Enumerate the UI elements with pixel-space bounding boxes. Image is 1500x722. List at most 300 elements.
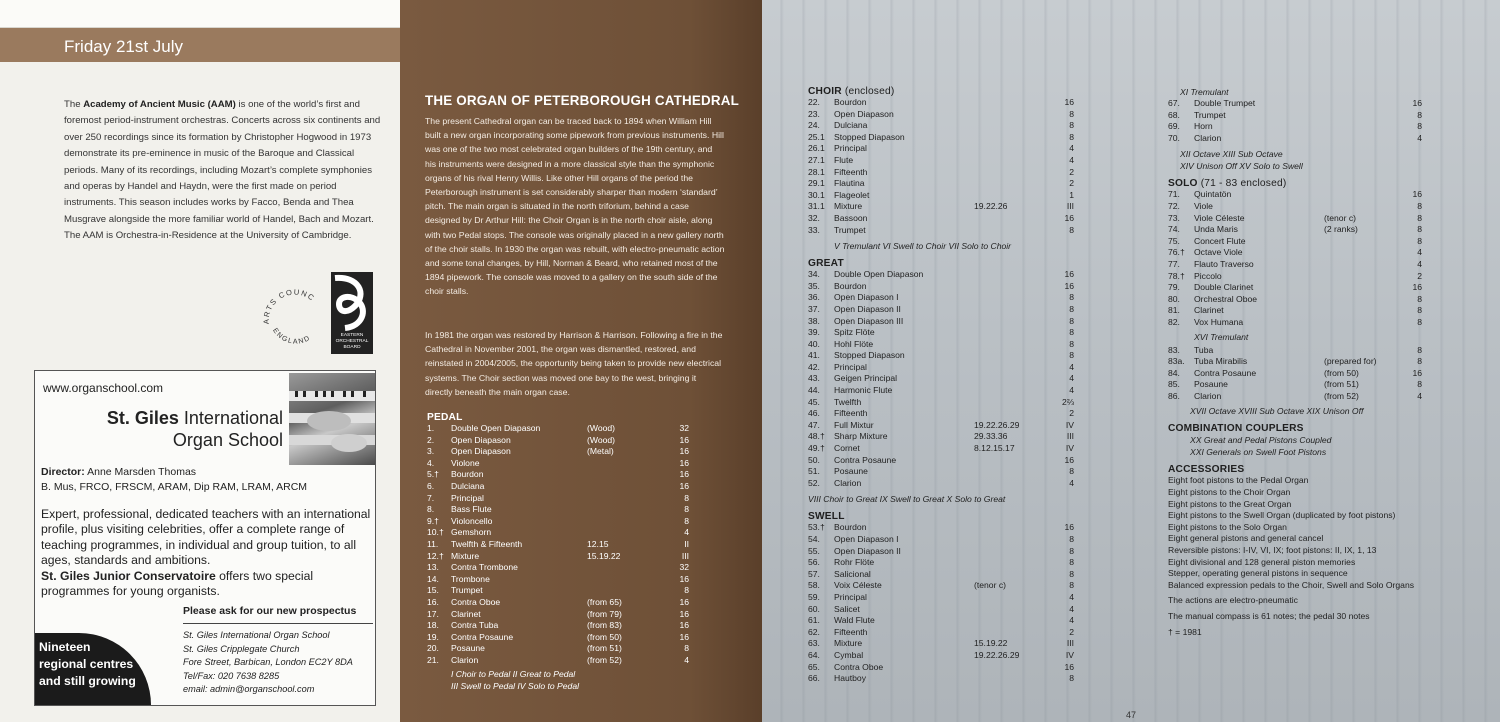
stop-number: 67. [1168, 98, 1180, 108]
director-qualifications: B. Mus, FRCO, FRSCM, ARAM, Dip RAM, LRAM, ARCM [41, 481, 308, 493]
compass-note: The manual compass is 61 notes; the pedal 30 notes [1168, 611, 1370, 621]
stop-number: 28.1 [808, 166, 825, 177]
stop-pitch: 16 [679, 608, 689, 619]
stop-row [808, 350, 1074, 362]
choir-title-note: (enclosed) [841, 86, 895, 97]
stop-name: Open Diapason II [834, 545, 901, 556]
stop-detail: 8.12.15.17 [974, 443, 1015, 454]
stop-detail [587, 527, 657, 539]
stop-detail [1324, 110, 1392, 122]
stop-row [1168, 356, 1422, 368]
stop-detail [974, 190, 1044, 202]
stop-name: Vox Humana [1194, 316, 1244, 327]
choir-title-text: CHOIR [808, 86, 842, 97]
stop-number: 29.1 [808, 178, 825, 189]
stop-number: 24. [808, 120, 820, 131]
stop-name: Flauto Traverso [1194, 258, 1254, 269]
stop-number: 45. [808, 396, 820, 407]
stop-detail [1324, 271, 1392, 283]
stop-name: Spitz Flöte [834, 327, 875, 338]
stop-detail [974, 604, 1044, 616]
stop-pitch: IV [1065, 649, 1074, 660]
stop-name: Clarion [834, 477, 862, 488]
arts-council-logo-icon [255, 272, 373, 354]
stop-name: Hohl Flöte [834, 338, 874, 349]
stop-row [427, 493, 689, 505]
ad-title-line2: Organ School [172, 430, 283, 450]
stop-detail [974, 109, 1044, 121]
swell-title: SWELL [808, 511, 845, 523]
stop-pitch: 2 [1069, 626, 1074, 637]
stop-number: 35. [808, 280, 820, 291]
arts-council-england-text: ENGLAND [271, 327, 312, 346]
stop-name: Trumpet [451, 585, 483, 596]
stop-name: Cornet [834, 443, 860, 454]
stop-detail [974, 155, 1044, 167]
stop-detail: (from 50) [587, 631, 622, 642]
stop-detail: (from 51) [587, 643, 622, 654]
pedal-couplers: I Choir to Pedal II Great to Pedal [451, 669, 576, 680]
stop-row [808, 534, 1074, 546]
stop-name: Bourdon [834, 522, 867, 533]
stop-pitch: 8 [1417, 293, 1422, 304]
stop-detail: 19.22.26.29 [974, 419, 1020, 430]
stop-name: Principal [451, 492, 484, 503]
stop-pitch: 2 [1069, 178, 1074, 189]
ad-title-bold: St. Giles [106, 408, 179, 428]
stop-detail [1324, 259, 1392, 271]
stop-pitch: III [681, 550, 689, 561]
stop-pitch: 16 [679, 469, 689, 480]
director-label: Director: [41, 466, 85, 478]
stop-number: 62. [808, 626, 820, 637]
stop-name: Bourdon [451, 469, 484, 480]
stop-name: Bass Flute [451, 504, 492, 515]
stop-number: 38. [808, 315, 820, 326]
date-header: Friday 21st July [0, 28, 400, 62]
stop-number: 60. [808, 603, 820, 614]
swell-tremulant: XI Tremulant [1180, 87, 1229, 97]
stop-name: Clarinet [451, 608, 481, 619]
stop-pitch: 8 [1069, 580, 1074, 591]
stop-detail [974, 627, 1044, 639]
badge-line: regional centres [39, 657, 134, 671]
stop-pitch: 8 [1417, 305, 1422, 316]
stop-name: Contra Trombone [451, 562, 518, 573]
stop-pitch: 4 [1069, 477, 1074, 488]
stop-row [427, 551, 689, 563]
stop-name: Principal [834, 361, 867, 372]
stop-detail [974, 534, 1044, 546]
stop-pitch: 8 [1069, 303, 1074, 314]
stop-pitch: 8 [1417, 356, 1422, 367]
stop-number: 1. [427, 423, 435, 433]
stop-detail [587, 562, 657, 574]
stop-name: Clarinet [1194, 305, 1224, 316]
stop-name: Full Mixtur [834, 419, 874, 430]
stop-number: 81. [1168, 305, 1180, 316]
stop-name: Hautboy [834, 673, 867, 684]
stop-pitch: 4 [1417, 258, 1422, 269]
stop-detail: (tenor c) [974, 580, 1006, 591]
stop-number: 61. [808, 615, 820, 626]
stop-name: Open Diapason [451, 446, 511, 457]
stop-row [427, 562, 689, 574]
stop-number: 32. [808, 212, 820, 223]
stop-number: 51. [808, 466, 820, 477]
stop-detail [1324, 305, 1392, 317]
stop-row [427, 423, 689, 435]
stop-detail [974, 478, 1044, 490]
stop-detail [974, 592, 1044, 604]
stop-row [427, 435, 689, 447]
stop-number: 48.† [808, 431, 825, 442]
stop-pitch: 8 [1069, 545, 1074, 556]
stop-detail: (tenor c) [1324, 212, 1356, 223]
accessories-list [1168, 475, 1422, 591]
stop-name: Contra Posaune [1194, 367, 1257, 378]
stop-number: 65. [808, 661, 820, 672]
stop-row [427, 516, 689, 528]
stop-name: Posaune [834, 466, 868, 477]
stop-detail: 15.19.22 [587, 550, 621, 561]
organ-restoration-paragraph: In 1981 the organ was restored by Harrison & Harrison. Following a fire in the Cathedral in November 2001, the organ was dismantled, restored, and reinstated in 2004/2005, the opportunity being taken to provide new electrical systems. The Choir section was moved one bay to the west, bringing it directly beneath the main organ case. [425, 330, 723, 397]
stop-row [427, 446, 689, 458]
stop-detail [587, 481, 657, 493]
stop-row [808, 190, 1074, 202]
solo-couplers: XVII Octave XVIII Sub Octave XIX Unison Off [1190, 406, 1364, 417]
stop-row [427, 655, 689, 667]
stop-number: 23. [808, 108, 820, 119]
stop-row [1168, 317, 1422, 329]
stop-row [808, 178, 1074, 190]
stop-detail [974, 362, 1044, 374]
stop-pitch: 4 [1417, 247, 1422, 258]
stop-detail [974, 225, 1044, 237]
stop-name: Open Diapason [451, 434, 511, 445]
stop-number: 63. [808, 638, 820, 649]
stop-pitch: 8 [1069, 568, 1074, 579]
stop-name: Bourdon [834, 97, 867, 107]
stop-pitch: 16 [1412, 282, 1422, 293]
stop-number: 84. [1168, 367, 1180, 378]
stop-detail [1324, 189, 1392, 201]
stop-detail [587, 585, 657, 597]
stop-detail [974, 673, 1044, 685]
stop-name: Wald Flute [834, 615, 875, 626]
stop-row [808, 269, 1074, 281]
ad-title [35, 407, 283, 451]
actions-note: The actions are electro-pneumatic [1168, 595, 1298, 606]
stop-row [808, 281, 1074, 293]
stop-number: 76.† [1168, 247, 1185, 258]
stop-name: Open Diapason I [834, 292, 899, 303]
ad-body [41, 507, 371, 599]
stop-detail: 19.22.26 [974, 201, 1008, 212]
stop-row [808, 443, 1074, 455]
stop-detail [587, 493, 657, 505]
stop-name: Trumpet [834, 224, 866, 235]
stop-row [808, 97, 1074, 109]
stop-row [808, 650, 1074, 662]
stop-detail [1324, 236, 1392, 248]
stop-pitch: 8 [684, 585, 689, 596]
stop-pitch: 16 [1412, 189, 1422, 200]
stop-name: Stopped Diapason [834, 131, 905, 142]
stop-number: 59. [808, 591, 820, 602]
stop-row [808, 638, 1074, 650]
stop-name: Octave Viole [1194, 247, 1243, 258]
stop-detail: (Metal) [587, 446, 614, 457]
stop-name: Posaune [1194, 379, 1228, 390]
stop-row [427, 527, 689, 539]
stop-row [427, 539, 689, 551]
stop-number: 49.† [808, 443, 825, 454]
ad-url[interactable]: www.organschool.com [43, 381, 164, 395]
stop-name: Stopped Diapason [834, 350, 905, 361]
stop-name: Double Clarinet [1194, 282, 1254, 293]
organ-keyboard-photo [289, 373, 375, 465]
stop-name: Double Open Diapason [451, 423, 541, 433]
aam-text-body: is one of the world’s first and foremost period-instrument orchestras. Concerts across six continents and over 250 recordings since its formation by Christopher Hogwood in 1973 demonstrate its pre-eminence in music of the Baroque and Classical periods. Many of its recordings, including Mozart’s complete symphonies and operas by Handel and Haydn, were the first made on period instruments. This season includes works by Facco, Benda and Thea Musgrave alongside the more familiar world of Handel, Bach and Mozart. [64, 99, 381, 225]
stop-number: 5.† [427, 469, 439, 480]
stop-name: Voix Céleste [834, 580, 882, 591]
stop-row [1168, 247, 1422, 259]
stop-detail [1324, 98, 1392, 110]
stop-row [1168, 368, 1422, 380]
left-page [0, 0, 400, 722]
stop-detail [974, 143, 1044, 155]
stop-number: 21. [427, 654, 439, 665]
stop-name: Twelfth [834, 396, 862, 407]
stop-row [808, 155, 1074, 167]
stop-number: 53.† [808, 522, 825, 533]
solo-tremulant: XVI Tremulant [1194, 331, 1249, 342]
stop-row [1168, 294, 1422, 306]
stop-name: Open Diapason II [834, 303, 901, 314]
stop-name: Open Diapason [834, 108, 894, 119]
solo-title [1168, 178, 1422, 189]
stop-number: 14. [427, 573, 439, 584]
stop-name: Contra Oboe [451, 596, 501, 607]
aam-residence: The AAM is Orchestra-in-Residence at the University of Cambridge. [64, 230, 352, 242]
stop-name: Flageolet [834, 189, 870, 200]
accessory-line: Stepper, operating general pistons in sequence [1168, 568, 1348, 579]
stop-number: 66. [808, 673, 820, 684]
stop-pitch: 8 [1417, 344, 1422, 355]
stop-pitch: 8 [1069, 108, 1074, 119]
stop-name: Harmonic Flute [834, 385, 893, 396]
stop-number: 2. [427, 434, 435, 445]
swell-stops-continued [1168, 98, 1422, 144]
accessory-line: Balanced expression pedals to the Choir, Swell and Solo Organs [1168, 579, 1415, 590]
stop-row [808, 397, 1074, 409]
stop-list-page [762, 0, 1500, 722]
accessory-line: Eight foot pistons to the Pedal Organ [1168, 475, 1309, 486]
stop-detail [974, 213, 1044, 225]
stop-number: 40. [808, 338, 820, 349]
arts-council-text: ARTS COUNC [261, 287, 317, 325]
stop-number: 37. [808, 303, 820, 314]
stop-pitch: 8 [1417, 235, 1422, 246]
stop-row [808, 431, 1074, 443]
stop-pitch: 8 [1417, 200, 1422, 211]
stop-row [808, 592, 1074, 604]
stop-name: Open Diapason III [834, 315, 904, 326]
stop-name: Dulciana [834, 120, 868, 131]
right-stop-column [1168, 86, 1422, 638]
stop-name: Unda Maris [1194, 224, 1238, 235]
solo-title-text: SOLO [1168, 178, 1198, 190]
stop-pitch: 8 [1417, 379, 1422, 390]
stop-row [427, 458, 689, 470]
top-strip [0, 0, 400, 28]
stop-name: Mixture [451, 550, 480, 561]
stop-number: 44. [808, 385, 820, 396]
stop-row [808, 522, 1074, 534]
stop-pitch: 16 [679, 457, 689, 468]
stop-detail [1324, 317, 1392, 329]
stop-number: 42. [808, 361, 820, 372]
ad-body-text: Expert, professional, dedicated teachers with an international profile, plus visiting celebrities, offer a complete range of teaching programmes, in individual and group tuition, to all ages, standards and ambitions. [41, 507, 371, 568]
stop-number: 56. [808, 557, 820, 568]
badge-line: Nineteen [39, 640, 91, 654]
stop-pitch: 32 [679, 562, 689, 573]
stop-name: Principal [834, 591, 867, 602]
stop-detail [974, 569, 1044, 581]
stop-row [808, 120, 1074, 132]
stop-name: Orchestral Oboe [1194, 293, 1258, 304]
stop-detail [587, 574, 657, 586]
stop-pitch: 16 [679, 596, 689, 607]
stop-row [427, 632, 689, 644]
stop-pitch: 16 [679, 631, 689, 642]
stop-pitch: 16 [679, 620, 689, 631]
stop-name: Piccolo [1194, 270, 1222, 281]
stop-number: 9.† [427, 515, 439, 526]
stop-row [1168, 201, 1422, 213]
stop-row [808, 132, 1074, 144]
stop-pitch: III [1066, 638, 1074, 649]
stop-number: 3. [427, 446, 435, 457]
stop-number: 33. [808, 224, 820, 235]
stop-row [1168, 305, 1422, 317]
stop-number: 83. [1168, 344, 1180, 355]
stop-row [808, 455, 1074, 467]
organ-history-page [400, 0, 762, 722]
stop-detail [974, 281, 1044, 293]
stop-detail: (from 83) [587, 620, 622, 631]
accessory-line: Eight pistons to the Great Organ [1168, 498, 1292, 509]
stop-number: 22. [808, 97, 820, 107]
pedal-section [427, 412, 689, 692]
stop-detail [974, 408, 1044, 420]
organ-title: THE ORGAN OF PETERBOROUGH CATHEDRAL [425, 93, 739, 108]
stop-name: Clarion [1194, 390, 1222, 401]
stop-name: Geigen Principal [834, 373, 898, 384]
stop-row [808, 201, 1074, 213]
stop-name: Viole Céleste [1194, 212, 1245, 223]
stop-row [808, 420, 1074, 432]
solo-stops [1168, 189, 1422, 328]
accessory-line: Eight general pistons and general cancel [1168, 533, 1324, 544]
stop-row [808, 673, 1074, 685]
stop-row [1168, 121, 1422, 133]
stop-number: 47. [808, 419, 820, 430]
stop-row [808, 292, 1074, 304]
stop-row [808, 478, 1074, 490]
stop-name: Mixture [834, 638, 863, 649]
stop-row [427, 481, 689, 493]
stop-row [427, 469, 689, 481]
stop-number: 71. [1168, 189, 1180, 200]
stop-number: 13. [427, 562, 439, 573]
arts-council-logo [255, 272, 373, 354]
stop-pitch: 4 [1417, 132, 1422, 143]
stop-number: 80. [1168, 293, 1180, 304]
stop-pitch: 1 [1069, 189, 1074, 200]
choir-stops [808, 97, 1074, 236]
accessory-line: Eight pistons to the Swell Organ (duplicated by foot pistons) [1168, 510, 1396, 521]
stop-number: 20. [427, 643, 439, 654]
stop-number: 52. [808, 477, 820, 488]
stop-pitch: 16 [1412, 98, 1422, 108]
stop-pitch: 16 [679, 446, 689, 457]
stop-number: 30.1 [808, 189, 825, 200]
stop-row [808, 143, 1074, 155]
address-email[interactable]: email: admin@organschool.com [183, 684, 315, 695]
stop-name: Open Diapason I [834, 534, 899, 544]
stop-pitch: 8 [1069, 327, 1074, 338]
stop-number: 34. [808, 269, 820, 280]
pedal-stops [427, 423, 689, 666]
stop-pitch: 2⅔ [1062, 396, 1074, 407]
stop-number: 43. [808, 373, 820, 384]
stop-pitch: 4 [1069, 615, 1074, 626]
stop-name: Fifteenth [834, 166, 868, 177]
stop-pitch: 4 [1069, 591, 1074, 602]
svg-text:EASTERN: EASTERN [340, 333, 364, 338]
stop-row [808, 225, 1074, 237]
stop-pitch: 8 [1069, 224, 1074, 235]
stop-row [808, 316, 1074, 328]
stop-name: Tuba [1194, 344, 1214, 355]
pedal-title: PEDAL [427, 412, 463, 423]
stop-number: 11. [427, 538, 439, 549]
accessory-line: Eight pistons to the Choir Organ [1168, 487, 1291, 498]
stop-row [1168, 110, 1422, 122]
stop-number: 19. [427, 631, 439, 642]
stop-name: Sharp Mixture [834, 431, 888, 442]
stop-detail [1324, 294, 1392, 306]
stop-detail [587, 469, 657, 481]
stop-name: Contra Tuba [451, 620, 499, 631]
stop-number: 73. [1168, 212, 1180, 223]
stop-number: 85. [1168, 379, 1180, 390]
stop-number: 54. [808, 534, 820, 544]
stop-detail [974, 327, 1044, 339]
stop-number: 77. [1168, 258, 1180, 269]
stop-detail [1324, 345, 1392, 357]
stop-row [1168, 98, 1422, 110]
stop-detail: 12.15 [587, 538, 609, 549]
stop-row [808, 109, 1074, 121]
stop-detail: (from 52) [587, 654, 622, 665]
stop-name: Salicet [834, 603, 860, 614]
stop-name: Viole [1194, 200, 1213, 211]
stop-row [808, 604, 1074, 616]
stop-name: Flautina [834, 178, 865, 189]
